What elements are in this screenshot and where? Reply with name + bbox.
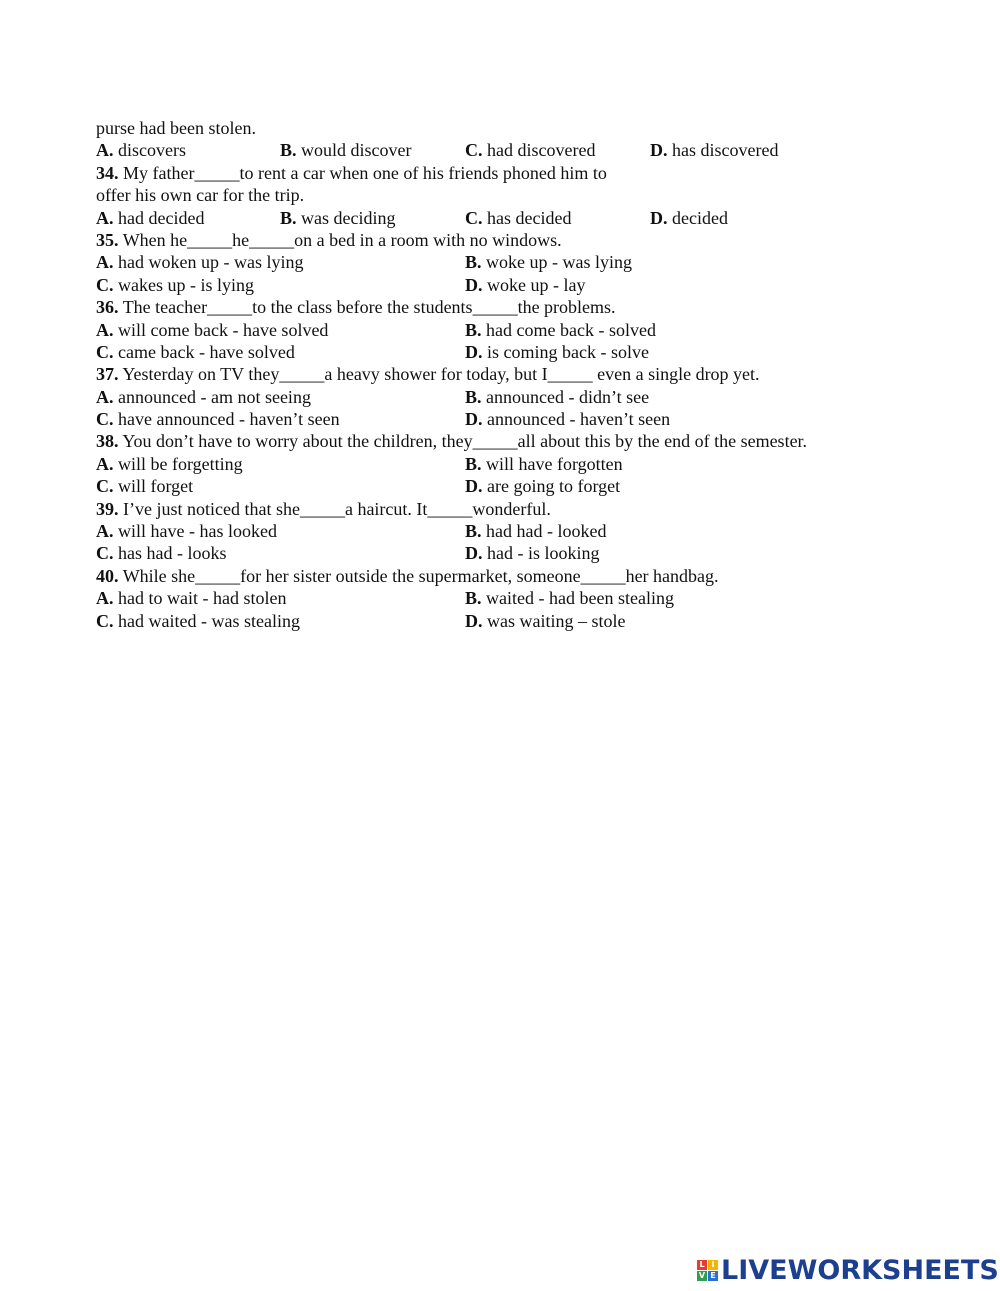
question-33-option-d[interactable]: D. has discovered [650, 140, 779, 161]
question-37-option-a[interactable]: A. announced - am not seeing [96, 386, 311, 407]
question-40-option-a[interactable]: A. had to wait - had stolen [96, 588, 287, 609]
question-36-options [96, 341, 896, 363]
question-34-stem-line [96, 184, 896, 206]
question-number: 36. [96, 297, 119, 318]
question-40-options [96, 610, 896, 632]
question-35-option-a[interactable]: A. had woken up - was lying [96, 252, 304, 273]
logo-square: V [698, 1270, 706, 1280]
question-38-option-b[interactable]: B. will have forgotten [465, 453, 623, 474]
question-40-option-d[interactable]: D. was waiting – stole [465, 610, 626, 631]
question-40-stem-line [96, 565, 896, 587]
question-39-option-b[interactable]: B. had had - looked [465, 521, 607, 542]
question-34-option-a[interactable]: A. had decided [96, 207, 205, 228]
question-33-option-a[interactable]: A. discovers [96, 140, 186, 161]
question-text: While she_____for her sister outside the supermarket, someone_____her handbag. [122, 565, 719, 586]
question-text: The teacher_____to the class before the students_____the problems. [122, 297, 616, 318]
question-38-options [96, 475, 896, 497]
question-text: I’ve just noticed that she_____a haircut. It_____wonderful. [123, 498, 551, 519]
question-37-option-b[interactable]: B. announced - didn’t see [465, 386, 650, 407]
question-40-option-b[interactable]: B. waited - had been stealing [465, 588, 674, 609]
question-33-option-b[interactable]: B. would discover [280, 140, 412, 161]
question-35-options [96, 251, 896, 273]
logo-square: I [708, 1260, 718, 1270]
question-38-option-a[interactable]: A. will be forgetting [96, 453, 243, 474]
question-38-option-c[interactable]: C. will forget [96, 476, 194, 497]
question-34-option-b[interactable]: B. was deciding [280, 207, 396, 228]
question-40-options [96, 587, 896, 609]
liveworksheets-logo-icon [697, 1260, 718, 1281]
question-number: 39. [96, 498, 119, 519]
question-38-option-d[interactable]: D. are going to forget [465, 476, 621, 497]
question-39-option-d[interactable]: D. had - is looking [465, 543, 600, 564]
question-35-option-c[interactable]: C. wakes up - is lying [96, 274, 254, 295]
question-35-option-d[interactable]: D. woke up - lay [465, 274, 586, 295]
question-37-stem-line [96, 363, 896, 385]
question-number: 40. [96, 565, 119, 586]
question-34-option-d[interactable]: D. decided [650, 207, 728, 228]
question-text: You don’t have to worry about the children, they_____all about this by the end of the semester. [122, 431, 808, 452]
question-36-option-b[interactable]: B. had come back - solved [465, 319, 656, 340]
question-34-stem-line [96, 162, 896, 184]
question-text: My father_____to rent a car when one of his friends phoned him to [123, 162, 607, 183]
question-39-option-c[interactable]: C. has had - looks [96, 543, 227, 564]
question-number: 35. [96, 229, 119, 250]
question-33-continuation: purse had been stolen. [96, 118, 256, 138]
question-number: 34. [96, 162, 119, 183]
question-36-stem-line [96, 296, 896, 318]
question-33-options [96, 139, 896, 161]
logo-square: L [697, 1260, 707, 1270]
question-34-options [96, 207, 896, 229]
question-39-stem-line [96, 498, 896, 520]
question-text: offer his own car for the trip. [96, 185, 305, 206]
question-35-option-b[interactable]: B. woke up - was lying [465, 252, 632, 273]
question-number: 38. [96, 431, 119, 452]
question-39-options [96, 520, 896, 542]
liveworksheets-brand [697, 1255, 999, 1285]
logo-square: E [708, 1271, 718, 1281]
brand-name: LIVEWORKSHEETS [721, 1254, 999, 1286]
question-37-options [96, 408, 896, 430]
question-37-option-d[interactable]: D. announced - haven’t seen [465, 409, 671, 430]
question-33-option-c[interactable]: C. had discovered [465, 140, 596, 161]
question-36-option-d[interactable]: D. is coming back - solve [465, 341, 649, 362]
question-text: Yesterday on TV they_____a heavy shower for today, but I_____ even a single drop yet. [122, 364, 760, 385]
question-40-option-c[interactable]: C. had waited - was stealing [96, 610, 300, 631]
question-36-option-c[interactable]: C. came back - have solved [96, 341, 295, 362]
worksheet-page [96, 117, 896, 632]
question-37-options [96, 386, 896, 408]
question-39-options [96, 542, 896, 564]
question-text: When he_____he_____on a bed in a room with no windows. [122, 229, 562, 250]
question-38-stem-line [96, 430, 896, 452]
question-37-option-c[interactable]: C. have announced - haven’t seen [96, 409, 340, 430]
question-number: 37. [96, 364, 119, 385]
question-39-option-a[interactable]: A. will have - has looked [96, 521, 277, 542]
question-35-stem-line [96, 229, 896, 251]
question-38-options [96, 453, 896, 475]
question-36-option-a[interactable]: A. will come back - have solved [96, 319, 329, 340]
question-36-options [96, 319, 896, 341]
question-35-options [96, 274, 896, 296]
question-34-option-c[interactable]: C. has decided [465, 207, 572, 228]
question-list [96, 162, 896, 632]
